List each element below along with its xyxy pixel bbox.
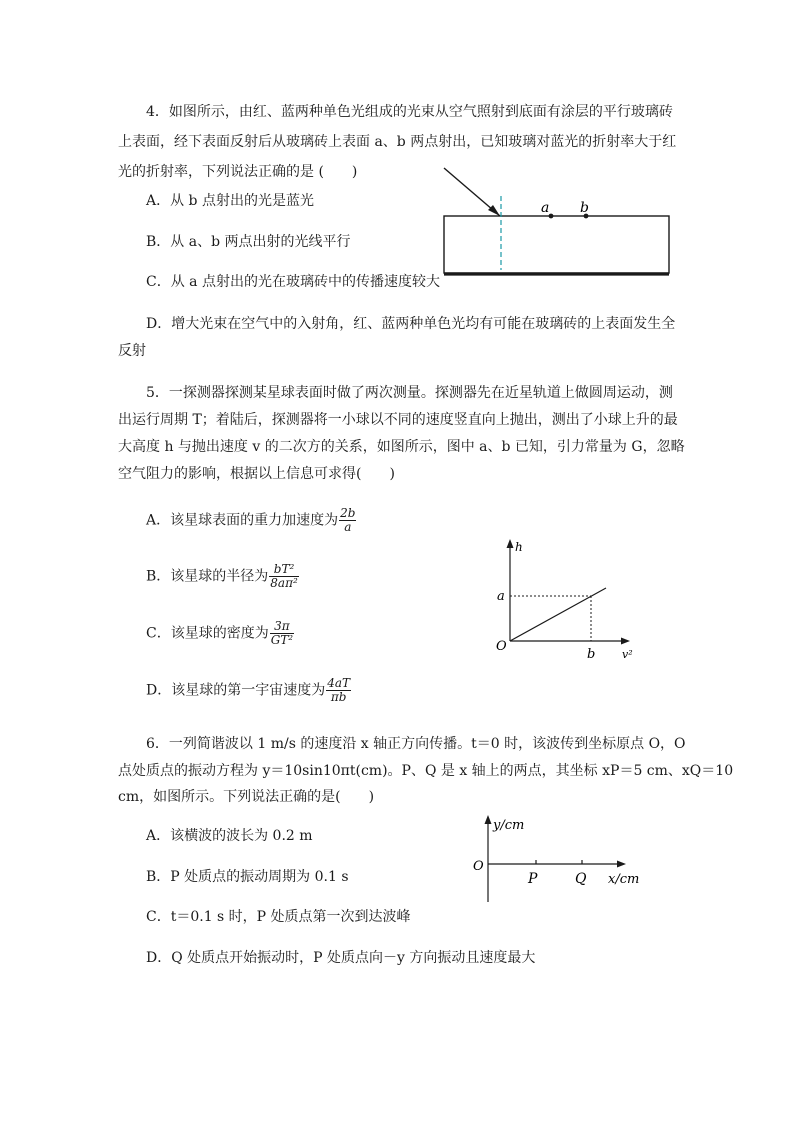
q5-option-d-text: D．该星球的第一宇宙速度为: [146, 682, 326, 699]
fraction-denominator: 8aπ²: [270, 576, 298, 590]
q4-option-c: C．从 a 点射出的光在玻璃砖中的传播速度较大: [146, 274, 440, 290]
q5-option-c-text: C．该星球的密度为: [146, 625, 269, 642]
q6-option-a: A．该横波的波长为 0.2 m: [146, 828, 313, 844]
x-axis-label: x/cm: [608, 872, 640, 887]
x-axis-label: v²: [622, 648, 633, 661]
q4-option-a: A．从 b 点射出的光是蓝光: [146, 193, 314, 209]
y-axis-arrowhead: [485, 815, 492, 824]
fraction-numerator: bT²: [269, 563, 299, 577]
x-axis-arrowhead: [621, 638, 630, 645]
x-tick-b: b: [587, 647, 596, 662]
q5-stem-line-4: 空气阻力的影响，根据以上信息可求得( ): [118, 466, 395, 482]
y-axis-label: y/cm: [493, 818, 525, 833]
q4-stem-line-2: 上表面，经下表面反射后从玻璃砖上表面 a、b 两点射出，已知玻璃对蓝光的折射率大于红: [118, 134, 677, 150]
q4-glass-block-figure: [430, 160, 680, 285]
q5-option-c-fraction: [270, 620, 294, 647]
q5-option-b-fraction: [269, 563, 299, 590]
q6-stem-line-1: 6．一列简谐波以 1 m/s 的速度沿 x 轴正方向传播。t＝0 时，该波传到坐标原点 O，O: [146, 736, 686, 752]
q5-option-b-text: B．该星球的半径为: [146, 568, 269, 585]
q5-option-a-fraction: [339, 507, 356, 534]
x-axis-arrowhead: [617, 861, 626, 868]
fraction-numerator: 2b: [340, 506, 356, 520]
q5-option-d: [146, 677, 351, 704]
fraction-numerator: 4aT: [327, 676, 351, 690]
q5-option-b: [146, 563, 299, 590]
q4-option-d-line-1: D．增大光束在空气中的入射角，红、蓝两种单色光均有可能在玻璃砖的上表面发生全: [146, 316, 676, 332]
label-b: b: [580, 200, 589, 216]
q6-wave-axis-figure: [468, 808, 658, 908]
q6-option-d: D．Q 处质点开始振动时，P 处质点向－y 方向振动且速度最大: [146, 950, 536, 966]
q4-option-b: B．从 a、b 两点出射的光线平行: [146, 234, 351, 250]
q6-stem-line-2: 点处质点的振动方程为 y＝10sin10πt(cm)。P、Q 是 x 轴上的两点，其坐标 xP＝5 cm、xQ＝10: [118, 763, 734, 779]
q4-stem-line-3: 光的折射率，下列说法正确的是 ( ): [118, 164, 358, 180]
origin-label: O: [496, 639, 507, 654]
q5-h-vs-v2-graph: [490, 535, 650, 665]
point-p-label: P: [528, 871, 538, 887]
q6-option-b: B．P 处质点的振动周期为 0.1 s: [146, 869, 349, 885]
y-tick-a: a: [497, 589, 505, 604]
q6-option-c: C．t＝0.1 s 时，P 处质点第一次到达波峰: [146, 909, 411, 925]
q5-stem-line-2: 出运行周期 T；着陆后，探测器将一小球以不同的速度竖直向上抛出，测出了小球上升的最: [118, 412, 678, 428]
origin-label: O: [473, 859, 484, 874]
y-axis-label: h: [515, 540, 523, 554]
q5-stem-line-1: 5．一探测器探测某星球表面时做了两次测量。探测器先在近星轨道上做圆周运动，测: [146, 385, 673, 401]
q5-option-a-text: A．该星球表面的重力加速度为: [146, 512, 339, 529]
label-a: a: [541, 200, 550, 216]
fraction-denominator: a: [344, 520, 352, 534]
glass-block: [444, 216, 669, 273]
fraction-denominator: GT²: [270, 633, 294, 647]
q5-option-d-fraction: [326, 677, 351, 704]
q5-option-c: [146, 620, 294, 647]
y-axis-arrowhead: [507, 539, 514, 548]
point-q-label: Q: [575, 871, 587, 887]
q6-stem-line-3: cm，如图所示。下列说法正确的是( ): [118, 789, 375, 805]
fraction-numerator: 3π: [270, 620, 294, 634]
fraction-denominator: πb: [330, 690, 347, 704]
q5-stem-line-3: 大高度 h 与抛出速度 v 的二次方的关系，如图所示，图中 a、b 已知，引力常量为 G，忽略: [118, 439, 685, 455]
q4-option-d-line-2: 反射: [118, 343, 146, 359]
q4-stem-line-1: 4．如图所示，由红、蓝两种单色光组成的光束从空气照射到底面有涂层的平行玻璃砖: [146, 104, 673, 120]
q5-option-a: [146, 507, 356, 534]
